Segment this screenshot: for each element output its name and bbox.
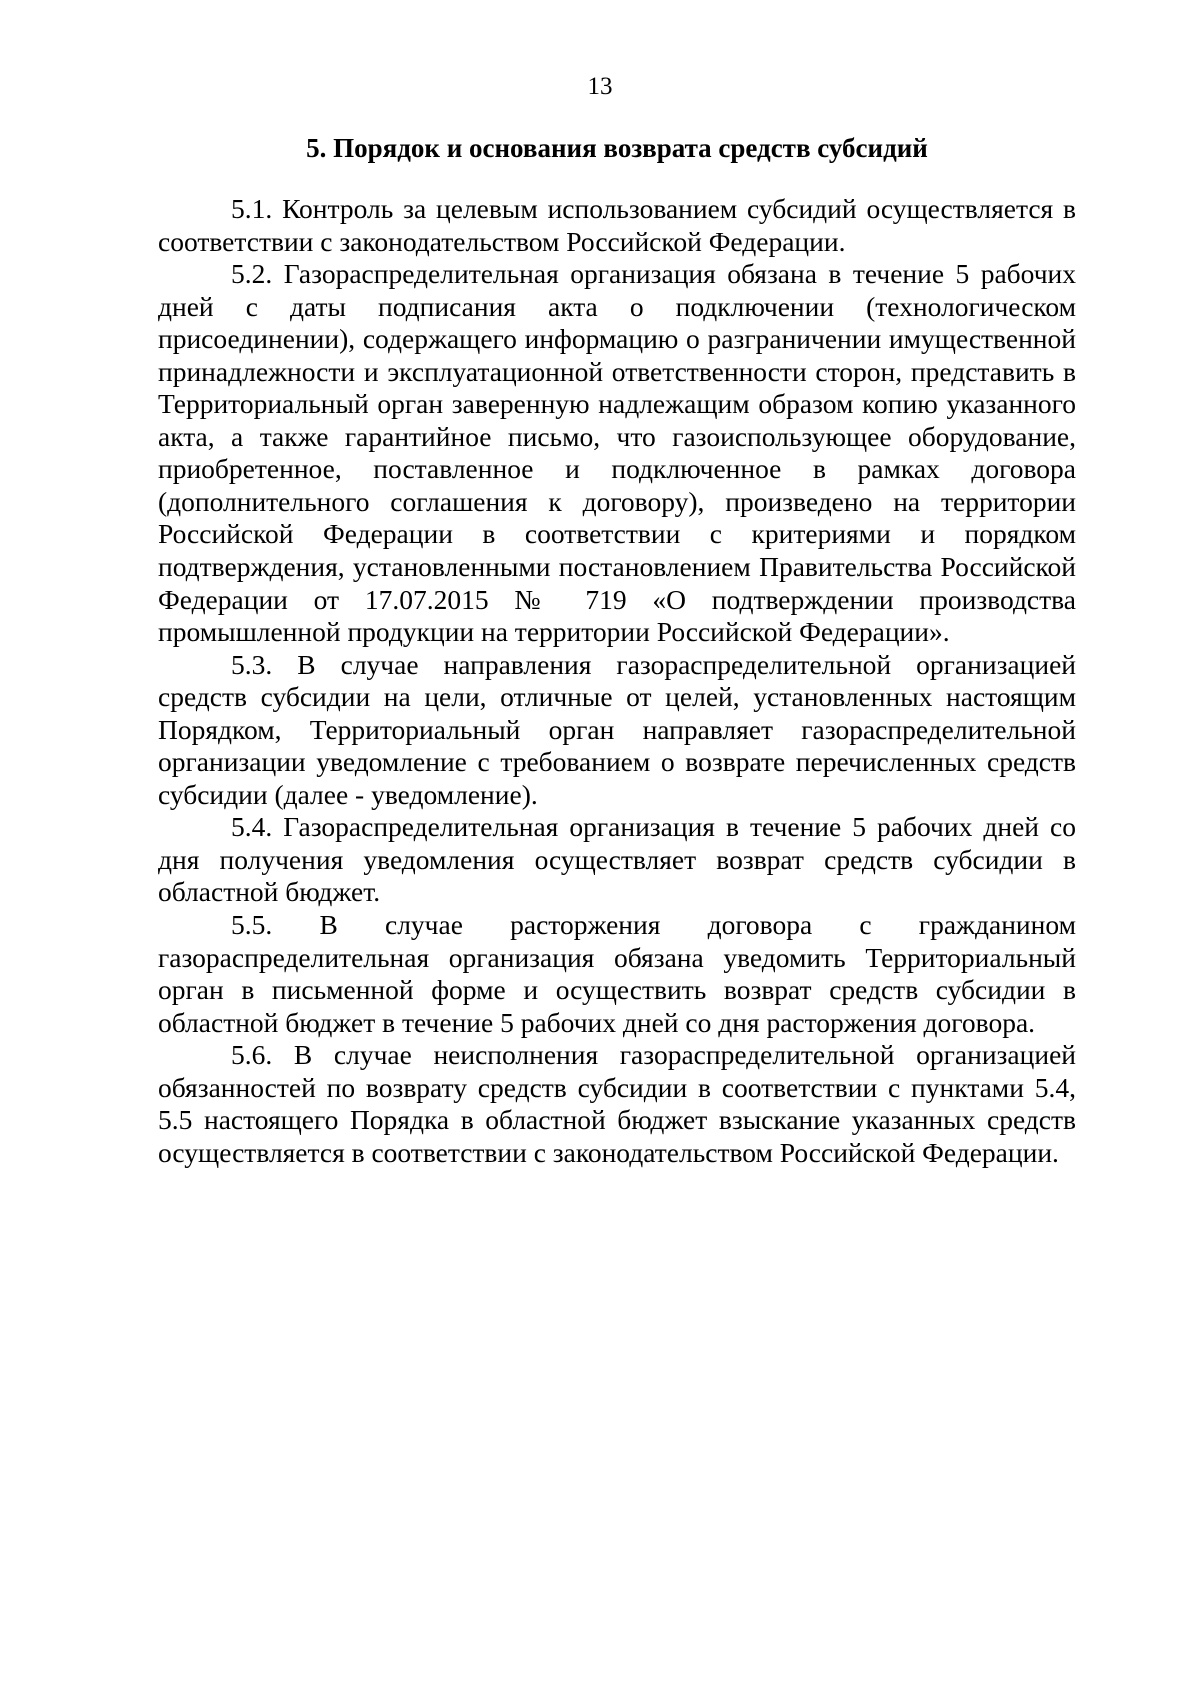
section-body [158,193,1076,1169]
paragraph-5-6: 5.6. В случае неисполнения газораспределительной организацией обязанностей по возврату средств субсидии в соответствии с пунктами 5.4, 5.5 настоящего Порядка в областной бюджет взыскание указанных средств осуществляется в соответствии с законодательством Российской Федерации. [158,1039,1076,1168]
paragraph-5-1: 5.1. Контроль за целевым использованием субсидий осуществляется в соответствии с законодательством Российской Федерации. [158,193,1076,257]
paragraph-5-4: 5.4. Газораспределительная организация в течение 5 рабочих дней со дня получения уведомления осуществляет возврат средств субсидии в областной бюджет. [158,811,1076,908]
page-number: 13 [587,73,613,100]
paragraph-5-2: 5.2. Газораспределительная организация обязана в течение 5 рабочих дней с даты подписания акта о подключении (технологическом присоединении), содержащего информацию о разграничении имущественной принадлежности и эксплуатационной ответственности сторон, представить в Территориальный орган заверенную надлежащим образом копию указанного акта, а также гарантийное письмо, что газоиспользующее оборудование, приобретенное, поставленное и подключенное в рамках договора (дополнительного соглашения к договору), произведено на территории Российской Федерации в соответствии с критериями и порядком подтверждения, установленными постановлением Правительства Российской Федерации от 17.07.2015 № 719 «О подтверждении производства промышленной продукции на территории Российской Федерации». [158,258,1076,648]
paragraph-5-3: 5.3. В случае направления газораспределительной организацией средств субсидии на цели, отличные от целей, установленных настоящим Порядком, Территориальный орган направляет газораспределительной организации уведомление с требованием о возврате перечисленных средств субсидии (далее - уведомление). [158,648,1076,810]
paragraph-5-5: 5.5. В случае расторжения договора с гражданином газораспределительная организация обязана уведомить Территориальный орган в письменной форме и осуществить возврат средств субсидии в областной бюджет в течение 5 рабочих дней со дня расторжения договора. [158,909,1076,1038]
section-heading: 5. Порядок и основания возврата средств субсидий [306,133,928,163]
